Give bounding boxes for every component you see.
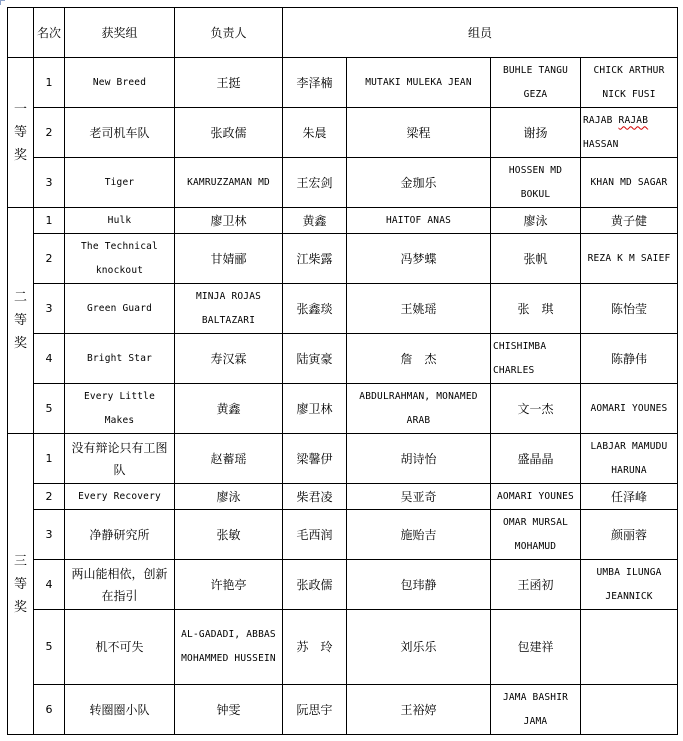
member-cell: 金珈乐 — [347, 158, 491, 208]
rank-cell: 2 — [34, 484, 65, 510]
member-cell: 江柴露 — [283, 234, 347, 284]
member-cell: 詹 杰 — [347, 334, 491, 384]
spellcheck-underlined-word: RAJAB — [618, 114, 649, 126]
leader-cell: 寿汉霖 — [175, 334, 283, 384]
rank-cell: 1 — [34, 434, 65, 484]
rank-cell: 6 — [34, 685, 65, 735]
team-cell: 没有辩论只有工图队 — [65, 434, 175, 484]
table-row — [8, 384, 678, 434]
team-cell: The Technical knockout — [65, 234, 175, 284]
team-cell: Every Recovery — [65, 484, 175, 510]
member-cell: 黄鑫 — [283, 208, 347, 234]
member-cell: 张 琪 — [491, 284, 581, 334]
header-leader: 负责人 — [175, 8, 283, 58]
member-cell: 李泽楠 — [283, 58, 347, 108]
header-members: 组员 — [283, 8, 678, 58]
header-team: 获奖组 — [65, 8, 175, 58]
member-cell: 颜丽蓉 — [581, 510, 678, 560]
member-cell: 陆寅豪 — [283, 334, 347, 384]
header-rank: 名次 — [34, 8, 65, 58]
prize-level-second: 二等奖 — [8, 208, 34, 434]
member-name-part: HASSAN — [583, 138, 619, 150]
header-prize-cell — [8, 8, 34, 58]
team-cell: 老司机车队 — [65, 108, 175, 158]
rank-cell: 2 — [34, 108, 65, 158]
member-name-part: RAJAB — [583, 114, 619, 126]
team-cell: Tiger — [65, 158, 175, 208]
prize-level-third: 三等奖 — [8, 434, 34, 735]
table-row — [8, 234, 678, 284]
member-cell: AOMARI YOUNES — [491, 484, 581, 510]
member-cell: 王姚瑶 — [347, 284, 491, 334]
member-cell: MUTAKI MULEKA JEAN — [347, 58, 491, 108]
table-row — [8, 560, 678, 610]
leader-cell: 赵蓄瑶 — [175, 434, 283, 484]
member-cell: 张政儒 — [283, 560, 347, 610]
team-cell: Green Guard — [65, 284, 175, 334]
member-cell: 谢扬 — [491, 108, 581, 158]
member-cell: 王宏剑 — [283, 158, 347, 208]
member-cell: ABDULRAHMAN, MONAMED ARAB — [347, 384, 491, 434]
leader-cell: 钟雯 — [175, 685, 283, 735]
member-cell: 任泽峰 — [581, 484, 678, 510]
member-cell: HOSSEN MD BOKUL — [491, 158, 581, 208]
header-row — [8, 8, 678, 58]
member-cell: 胡诗怡 — [347, 434, 491, 484]
leader-cell: 黄鑫 — [175, 384, 283, 434]
member-cell — [581, 685, 678, 735]
member-cell: KHAN MD SAGAR — [581, 158, 678, 208]
rank-cell: 3 — [34, 510, 65, 560]
member-cell: 苏 玲 — [283, 610, 347, 685]
table-row — [8, 484, 678, 510]
member-cell: AOMARI YOUNES — [581, 384, 678, 434]
member-cell: LABJAR MAMUDU HARUNA — [581, 434, 678, 484]
table-row — [8, 334, 678, 384]
table-row — [8, 208, 678, 234]
leader-cell: 张敏 — [175, 510, 283, 560]
rank-cell: 4 — [34, 334, 65, 384]
rank-cell: 3 — [34, 284, 65, 334]
member-cell: 阮思宇 — [283, 685, 347, 735]
leader-cell: MINJA ROJAS BALTAZARI — [175, 284, 283, 334]
table-row — [8, 434, 678, 484]
leader-cell: KAMRUZZAMAN MD — [175, 158, 283, 208]
member-cell: 王函初 — [491, 560, 581, 610]
member-cell: 王裕婷 — [347, 685, 491, 735]
member-cell: 施贻吉 — [347, 510, 491, 560]
team-cell: 净静研究所 — [65, 510, 175, 560]
member-cell: 廖卫林 — [283, 384, 347, 434]
member-cell: 包建祥 — [491, 610, 581, 685]
member-cell: REZA K M SAIEF — [581, 234, 678, 284]
team-cell: 机不可失 — [65, 610, 175, 685]
member-cell: 梁程 — [347, 108, 491, 158]
member-cell: 文一杰 — [491, 384, 581, 434]
member-cell: CHICK ARTHUR NICK FUSI — [581, 58, 678, 108]
member-cell: 吴亚奇 — [347, 484, 491, 510]
member-cell: OMAR MURSAL MOHAMUD — [491, 510, 581, 560]
rank-cell: 3 — [34, 158, 65, 208]
leader-cell: 廖泳 — [175, 484, 283, 510]
member-cell: 毛西润 — [283, 510, 347, 560]
table-row — [8, 58, 678, 108]
leader-cell: AL-GADADI, ABBAS MOHAMMED HUSSEIN — [175, 610, 283, 685]
member-cell: JAMA BASHIR JAMA — [491, 685, 581, 735]
member-cell: HAITOF ANAS — [347, 208, 491, 234]
leader-cell: 廖卫林 — [175, 208, 283, 234]
member-cell: 黄子健 — [581, 208, 678, 234]
table-row — [8, 284, 678, 334]
member-cell: 冯梦蝶 — [347, 234, 491, 284]
member-cell: 张帆 — [491, 234, 581, 284]
leader-cell: 王挺 — [175, 58, 283, 108]
rank-cell: 2 — [34, 234, 65, 284]
page-corner-marker — [0, 0, 5, 5]
team-cell: 两山能相依，创新在指引 — [65, 560, 175, 610]
team-cell: Hulk — [65, 208, 175, 234]
table-row — [8, 610, 678, 685]
team-cell: 转圈圈小队 — [65, 685, 175, 735]
member-cell: 张鑫琰 — [283, 284, 347, 334]
member-cell: BUHLE TANGU GEZA — [491, 58, 581, 108]
table-row — [8, 510, 678, 560]
table-row — [8, 685, 678, 735]
rank-cell: 4 — [34, 560, 65, 610]
member-cell: 包玮静 — [347, 560, 491, 610]
team-cell: Bright Star — [65, 334, 175, 384]
rank-cell: 1 — [34, 58, 65, 108]
member-cell: 廖泳 — [491, 208, 581, 234]
leader-cell: 许艳亭 — [175, 560, 283, 610]
leader-cell: 甘婧郦 — [175, 234, 283, 284]
member-cell: 朱晨 — [283, 108, 347, 158]
prize-level-first: 一等奖 — [8, 58, 34, 208]
rank-cell: 1 — [34, 208, 65, 234]
table-row — [8, 158, 678, 208]
member-cell: 陈静伟 — [581, 334, 678, 384]
awards-table — [7, 7, 678, 735]
table-row — [8, 108, 678, 158]
rank-cell: 5 — [34, 384, 65, 434]
member-cell — [581, 610, 678, 685]
team-cell: New Breed — [65, 58, 175, 108]
member-cell: UMBA ILUNGA JEANNICK — [581, 560, 678, 610]
member-cell: 陈怡莹 — [581, 284, 678, 334]
member-cell: 柴君凌 — [283, 484, 347, 510]
leader-cell: 张政儒 — [175, 108, 283, 158]
member-cell — [581, 108, 678, 158]
member-cell: 梁馨伊 — [283, 434, 347, 484]
member-cell: 刘乐乐 — [347, 610, 491, 685]
member-cell: CHISHIMBA CHARLES — [491, 334, 581, 384]
member-cell: 盛晶晶 — [491, 434, 581, 484]
rank-cell: 5 — [34, 610, 65, 685]
team-cell: Every Little Makes — [65, 384, 175, 434]
